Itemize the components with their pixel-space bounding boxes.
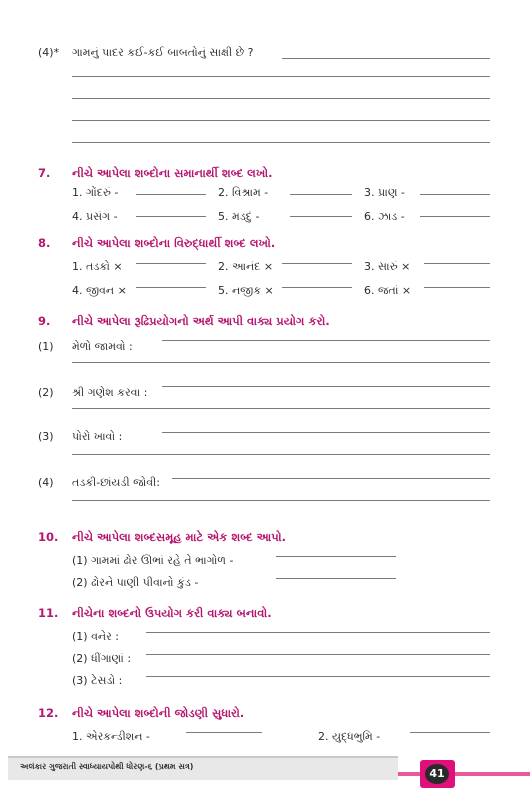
answer-line[interactable] [276,578,396,579]
answer-line[interactable] [282,263,352,264]
q9-item-text: શ્રી ગણેશ કરવા : [72,386,148,399]
q9-title: નીચે આપેલા રૂઢિપ્રયોગનો અર્થ આપી વાક્ય પ્રયોગ કરો. [72,314,330,328]
q11-item: (3) ટેસડો : [72,674,123,687]
answer-line[interactable] [72,120,490,121]
q8-item: 3. સારું × [364,260,411,273]
answer-line[interactable] [162,340,490,341]
q9-item-number: (4) [38,476,54,489]
answer-line[interactable] [72,142,490,143]
answer-line[interactable] [72,98,490,99]
q12-title: નીચે આપેલા શબ્દોની જોડણી સુધારો. [72,706,245,720]
q7-number: 7. [38,166,51,180]
answer-line[interactable] [136,216,206,217]
answer-line[interactable] [282,58,490,59]
q8-item: 1. તડકો × [72,260,123,273]
answer-line[interactable] [72,500,490,501]
q8-number: 8. [38,236,51,250]
q7-item: 4. પ્રસંગ - [72,210,118,223]
answer-line[interactable] [282,287,352,288]
answer-line[interactable] [72,362,490,363]
q9-item-text: પોરો ખાવો : [72,430,123,443]
q9-item-number: (3) [38,430,54,443]
q9-item-number: (1) [38,340,54,353]
q12-item: 1. એરકન્ડીશન - [72,730,150,743]
page-number: 41 [425,764,449,784]
answer-line[interactable] [146,676,490,677]
q4-text: ગામનું પાદર કઈ-કઈ બાબતોનું સાક્ષી છે ? [72,46,254,59]
q8-item: 4. જીવન × [72,284,127,297]
q9-item-text: મેળો જામવો : [72,340,133,353]
q11-item: (1) વનેર : [72,630,120,643]
answer-line[interactable] [290,194,352,195]
q8-title: નીચે આપેલા શબ્દોના વિરુદ્ધાર્થી શબ્દ લખો. [72,236,276,250]
q12-number: 12. [38,706,59,720]
q7-item: 3. પ્રાણ - [364,186,405,199]
answer-line[interactable] [276,556,396,557]
q11-number: 11. [38,606,59,620]
q10-item: (2) ઢોરને પાણી પીવાનો કુંડ - [72,576,199,589]
q12-item: 2. યુદ્ધભુમિ - [318,730,381,743]
q7-item: 1. ગોંદરું - [72,186,119,199]
q7-item: 6. ઝાડ - [364,210,405,223]
q8-item: 6. જતાં × [364,284,412,297]
answer-line[interactable] [410,732,490,733]
footer-accent [455,772,530,776]
answer-line[interactable] [186,732,262,733]
answer-line[interactable] [172,478,490,479]
answer-line[interactable] [72,76,490,77]
answer-line[interactable] [136,194,206,195]
answer-line[interactable] [146,632,490,633]
q8-item: 2. આનંદ × [218,260,274,273]
q9-item-number: (2) [38,386,54,399]
answer-line[interactable] [146,654,490,655]
answer-line[interactable] [136,287,206,288]
answer-line[interactable] [162,432,490,433]
q7-title: નીચે આપેલા શબ્દોના સમાનાર્થી શબ્દ લખો. [72,166,273,180]
answer-line[interactable] [424,287,490,288]
answer-line[interactable] [72,408,490,409]
q10-number: 10. [38,530,59,544]
q7-item: 2. વિશ્રામ - [218,186,269,199]
q11-item: (2) ધીંગાણાં : [72,652,132,665]
q9-number: 9. [38,314,51,328]
q11-title: નીચેના શબ્દનો ઉપયોગ કરી વાક્ય બનાવો. [72,606,272,620]
footer-text: અલંકાર ગુજરાતી સ્વાધ્યાયપોથી ધોરણ-૬ (પ્રથમ સત્ર) [20,762,194,771]
q10-item: (1) ગામમાં ઢોર ઊભાં રહે તે ભાગોળ - [72,554,234,567]
answer-line[interactable] [290,216,352,217]
answer-line[interactable] [72,454,490,455]
answer-line[interactable] [424,263,490,264]
answer-line[interactable] [162,386,490,387]
q10-title: નીચે આપેલા શબ્દસમૂહ માટે એક શબ્દ આપો. [72,530,286,544]
q4-number: (4)* [38,46,60,59]
answer-line[interactable] [136,263,206,264]
footer-accent [398,772,420,776]
q8-item: 5. નજીક × [218,284,274,297]
answer-line[interactable] [420,194,490,195]
q7-item: 5. મડદું - [218,210,260,223]
q9-item-text: તડકી-છાંયડી જોવી: [72,476,160,489]
answer-line[interactable] [420,216,490,217]
